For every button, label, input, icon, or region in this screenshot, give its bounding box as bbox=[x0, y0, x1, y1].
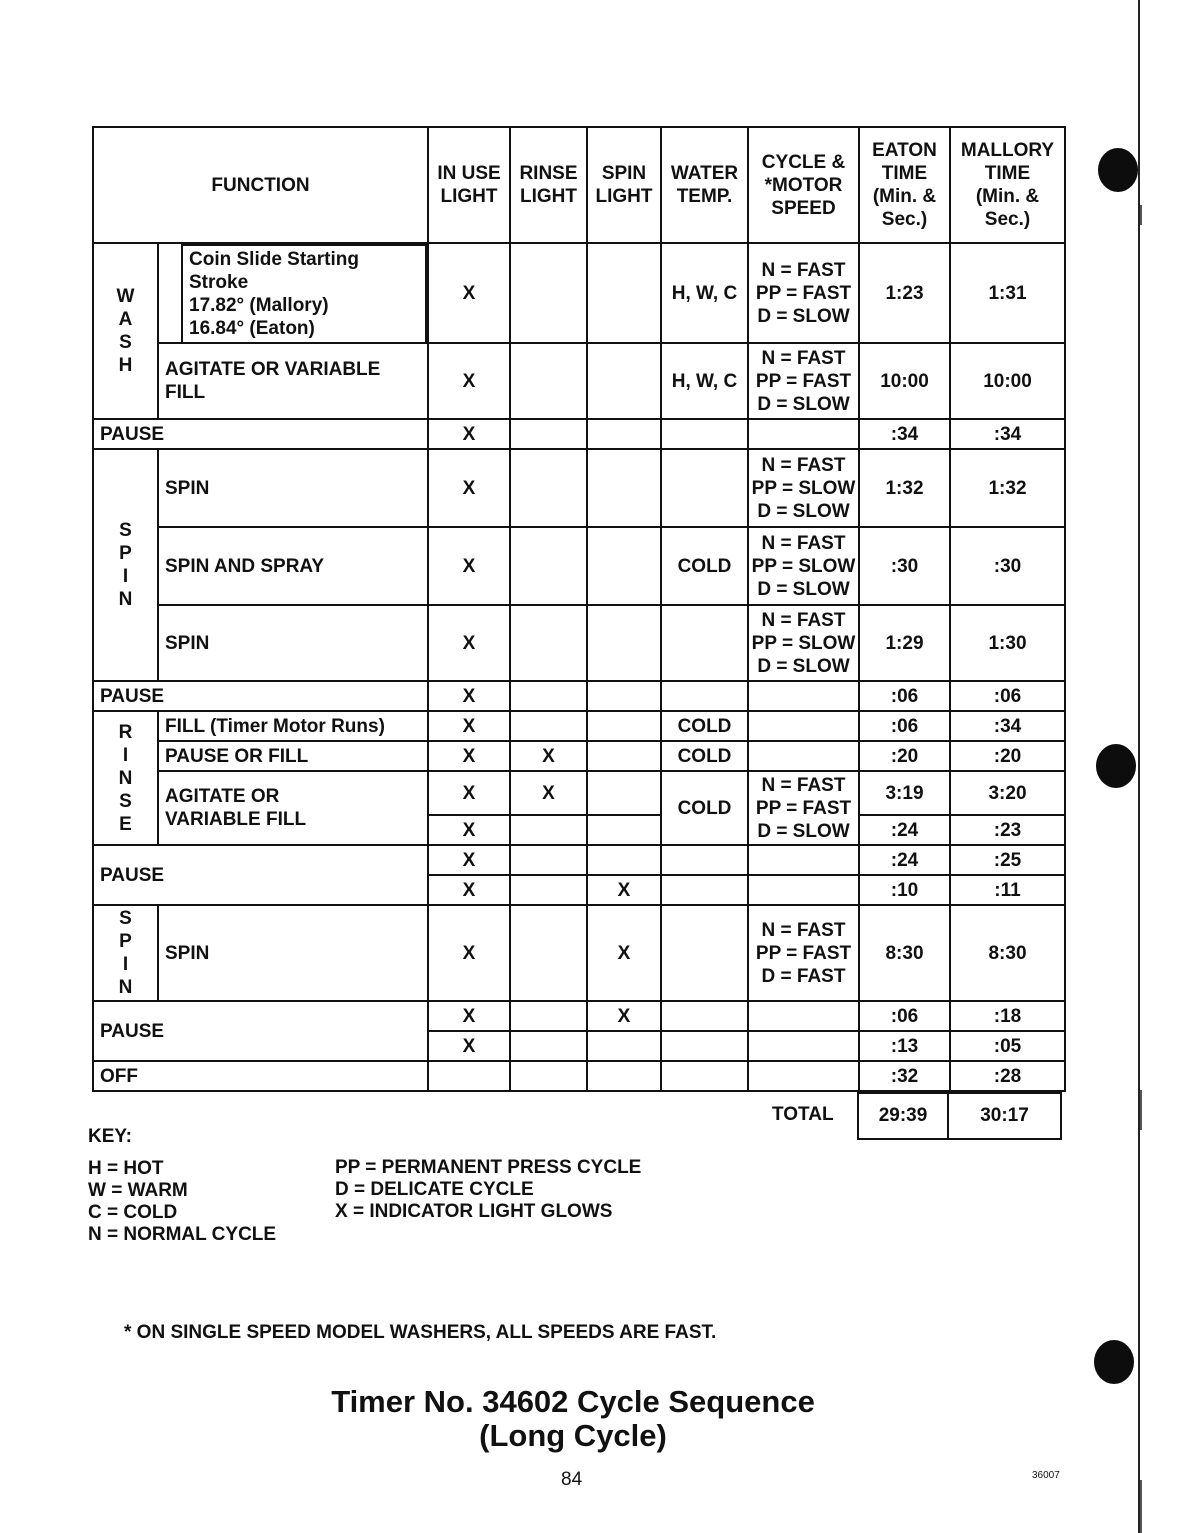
water-cell bbox=[661, 681, 748, 711]
table-row bbox=[93, 711, 1065, 741]
mallory-cell: :06 bbox=[950, 681, 1065, 711]
function-off: OFF bbox=[93, 1061, 428, 1091]
spin-cell bbox=[587, 605, 661, 681]
cycle-cell bbox=[748, 681, 859, 711]
eaton-cell: :34 bbox=[859, 419, 950, 449]
table-row bbox=[93, 1001, 1065, 1031]
spin-cell bbox=[587, 815, 661, 845]
header-mallory-time: MALLORY TIME (Min. & Sec.) bbox=[950, 127, 1065, 243]
rinse-cell: X bbox=[510, 771, 587, 815]
spin-cell: X bbox=[587, 905, 661, 1001]
table-row bbox=[93, 1061, 1065, 1091]
table-row bbox=[93, 343, 1065, 419]
mallory-cell: :05 bbox=[950, 1031, 1065, 1061]
in-use-cell: X bbox=[428, 845, 510, 875]
in-use-cell: X bbox=[428, 815, 510, 845]
key-item: H = HOT bbox=[88, 1158, 164, 1179]
in-use-cell bbox=[428, 1061, 510, 1091]
rinse-cell bbox=[510, 449, 587, 527]
in-use-cell: X bbox=[428, 905, 510, 1001]
coin-slide-box: Coin Slide Starting Stroke 17.82° (Mallory) 16.84° (Eaton) bbox=[181, 244, 427, 342]
table-row bbox=[93, 605, 1065, 681]
page-number: 84 bbox=[561, 1469, 583, 1490]
table-row bbox=[93, 741, 1065, 771]
spin-cell bbox=[587, 527, 661, 605]
key-item: N = NORMAL CYCLE bbox=[88, 1224, 277, 1245]
cycle-sequence-table bbox=[92, 126, 1066, 1092]
table-row bbox=[93, 243, 1065, 343]
binder-edge bbox=[1138, 0, 1140, 1533]
document-number: 36007 bbox=[1032, 1470, 1060, 1481]
cycle-cell: N = FAST PP = FAST D = FAST bbox=[748, 905, 859, 1001]
mallory-cell: 1:32 bbox=[950, 449, 1065, 527]
rinse-cell bbox=[510, 1001, 587, 1031]
in-use-cell: X bbox=[428, 771, 510, 815]
mallory-cell: :18 bbox=[950, 1001, 1065, 1031]
cycle-cell bbox=[748, 711, 859, 741]
cycle-cell: N = FAST PP = SLOW D = SLOW bbox=[748, 527, 859, 605]
total-label: TOTAL bbox=[772, 1104, 834, 1125]
eaton-cell: 8:30 bbox=[859, 905, 950, 1001]
cycle-cell bbox=[748, 741, 859, 771]
water-cell: COLD bbox=[661, 527, 748, 605]
water-cell bbox=[661, 419, 748, 449]
function-fill-timer: FILL (Timer Motor Runs) bbox=[158, 711, 428, 741]
eaton-cell: :06 bbox=[859, 681, 950, 711]
in-use-cell: X bbox=[428, 1031, 510, 1061]
in-use-cell: X bbox=[428, 449, 510, 527]
table-row bbox=[93, 449, 1065, 527]
mallory-cell: 1:30 bbox=[950, 605, 1065, 681]
mallory-cell: :34 bbox=[950, 419, 1065, 449]
spin-cell bbox=[587, 343, 661, 419]
spin-cell bbox=[587, 1061, 661, 1091]
eaton-cell: :20 bbox=[859, 741, 950, 771]
header-row bbox=[93, 127, 1065, 243]
in-use-cell: X bbox=[428, 681, 510, 711]
in-use-cell: X bbox=[428, 741, 510, 771]
function-final-spin: SPIN bbox=[158, 905, 428, 1001]
cycle-cell bbox=[748, 1061, 859, 1091]
spin-cell bbox=[587, 449, 661, 527]
spin-cell bbox=[587, 711, 661, 741]
eaton-cell: :30 bbox=[859, 527, 950, 605]
spin-cell bbox=[587, 419, 661, 449]
eaton-cell: :13 bbox=[859, 1031, 950, 1061]
cycle-cell: N = FAST PP = FAST D = SLOW bbox=[748, 771, 859, 845]
in-use-cell: X bbox=[428, 875, 510, 905]
mallory-cell: 3:20 bbox=[950, 771, 1065, 815]
group-label-wash: W A S H bbox=[93, 243, 158, 419]
mallory-cell: :34 bbox=[950, 711, 1065, 741]
footnote: * ON SINGLE SPEED MODEL WASHERS, ALL SPEEDS ARE FAST. bbox=[124, 1322, 717, 1343]
function-pause: PAUSE bbox=[93, 419, 428, 449]
total-mallory: 30:17 bbox=[947, 1092, 1062, 1140]
function-agitate-fill: AGITATE OR VARIABLE FILL bbox=[158, 343, 428, 419]
water-cell: H, W, C bbox=[661, 343, 748, 419]
in-use-cell: X bbox=[428, 243, 510, 343]
punch-hole bbox=[1094, 1340, 1134, 1384]
eaton-cell: :06 bbox=[859, 1001, 950, 1031]
rinse-cell bbox=[510, 681, 587, 711]
page-subtitle: (Long Cycle) bbox=[479, 1418, 667, 1453]
eaton-cell: 1:29 bbox=[859, 605, 950, 681]
function-spin: SPIN bbox=[158, 449, 428, 527]
table-row bbox=[93, 419, 1065, 449]
function-spin: SPIN bbox=[158, 605, 428, 681]
water-cell: H, W, C bbox=[661, 243, 748, 343]
spin-cell bbox=[587, 741, 661, 771]
edge-mark bbox=[1140, 1090, 1142, 1130]
water-cell bbox=[661, 875, 748, 905]
in-use-cell: X bbox=[428, 527, 510, 605]
function-spin-and-spray: SPIN AND SPRAY bbox=[158, 527, 428, 605]
in-use-cell: X bbox=[428, 1001, 510, 1031]
in-use-cell: X bbox=[428, 343, 510, 419]
edge-mark bbox=[1140, 1480, 1142, 1533]
spin-cell bbox=[587, 771, 661, 815]
cycle-cell: N = FAST PP = SLOW D = SLOW bbox=[748, 605, 859, 681]
eaton-cell: 1:23 bbox=[859, 243, 950, 343]
mallory-cell: :28 bbox=[950, 1061, 1065, 1091]
eaton-cell: :06 bbox=[859, 711, 950, 741]
eaton-cell: 10:00 bbox=[859, 343, 950, 419]
eaton-cell: 1:32 bbox=[859, 449, 950, 527]
cycle-cell: N = FAST PP = SLOW D = SLOW bbox=[748, 449, 859, 527]
water-cell bbox=[661, 1001, 748, 1031]
mallory-cell: 1:31 bbox=[950, 243, 1065, 343]
total-eaton: 29:39 bbox=[857, 1092, 949, 1140]
punch-hole bbox=[1098, 148, 1138, 192]
water-cell bbox=[661, 605, 748, 681]
cycle-cell bbox=[748, 875, 859, 905]
mallory-cell: :25 bbox=[950, 845, 1065, 875]
key-item: D = DELICATE CYCLE bbox=[335, 1179, 534, 1200]
mallory-cell: :23 bbox=[950, 815, 1065, 845]
water-cell bbox=[661, 1061, 748, 1091]
function-pause-or-fill: PAUSE OR FILL bbox=[158, 741, 428, 771]
header-function: FUNCTION bbox=[93, 127, 428, 243]
water-cell bbox=[661, 845, 748, 875]
cycle-cell: N = FAST PP = FAST D = SLOW bbox=[748, 343, 859, 419]
eaton-cell: :32 bbox=[859, 1061, 950, 1091]
rinse-cell: X bbox=[510, 741, 587, 771]
rinse-cell bbox=[510, 605, 587, 681]
group-label-final-spin: S P I N bbox=[93, 905, 158, 1001]
rinse-cell bbox=[510, 815, 587, 845]
mallory-cell: :20 bbox=[950, 741, 1065, 771]
water-cell bbox=[661, 905, 748, 1001]
rinse-cell bbox=[510, 905, 587, 1001]
cycle-cell bbox=[748, 1031, 859, 1061]
in-use-cell: X bbox=[428, 711, 510, 741]
rinse-cell bbox=[510, 875, 587, 905]
function-coin-slide bbox=[158, 243, 428, 343]
key-item: W = WARM bbox=[88, 1180, 188, 1201]
header-in-use-light: IN USE LIGHT bbox=[428, 127, 510, 243]
function-agitate-variable-fill: AGITATE OR VARIABLE FILL bbox=[158, 771, 428, 845]
spin-cell bbox=[587, 681, 661, 711]
eaton-cell: :10 bbox=[859, 875, 950, 905]
water-cell: COLD bbox=[661, 741, 748, 771]
mallory-cell: 10:00 bbox=[950, 343, 1065, 419]
cycle-cell: N = FAST PP = FAST D = SLOW bbox=[748, 243, 859, 343]
header-water-temp: WATER TEMP. bbox=[661, 127, 748, 243]
spin-cell: X bbox=[587, 875, 661, 905]
mallory-cell: :11 bbox=[950, 875, 1065, 905]
water-cell bbox=[661, 1031, 748, 1061]
rinse-cell bbox=[510, 1031, 587, 1061]
table-row bbox=[93, 681, 1065, 711]
mallory-cell: :30 bbox=[950, 527, 1065, 605]
water-cell: COLD bbox=[661, 711, 748, 741]
key-item: X = INDICATOR LIGHT GLOWS bbox=[335, 1201, 613, 1222]
eaton-cell: 3:19 bbox=[859, 771, 950, 815]
group-label-rinse: R I N S E bbox=[93, 711, 158, 845]
in-use-cell: X bbox=[428, 605, 510, 681]
rinse-cell bbox=[510, 243, 587, 343]
function-pause: PAUSE bbox=[93, 845, 428, 905]
spin-cell: X bbox=[587, 1001, 661, 1031]
rinse-cell bbox=[510, 1061, 587, 1091]
spin-cell bbox=[587, 243, 661, 343]
spin-cell bbox=[587, 845, 661, 875]
rinse-cell bbox=[510, 845, 587, 875]
key-item: C = COLD bbox=[88, 1202, 178, 1223]
function-pause: PAUSE bbox=[93, 1001, 428, 1061]
table-row bbox=[93, 771, 1065, 815]
edge-mark bbox=[1140, 205, 1142, 225]
group-label-spin: S P I N bbox=[93, 449, 158, 681]
water-cell bbox=[661, 449, 748, 527]
in-use-cell: X bbox=[428, 419, 510, 449]
cycle-cell bbox=[748, 419, 859, 449]
eaton-cell: :24 bbox=[859, 845, 950, 875]
punch-hole bbox=[1096, 744, 1136, 788]
header-cycle-speed: CYCLE & *MOTOR SPEED bbox=[748, 127, 859, 243]
key-item: PP = PERMANENT PRESS CYCLE bbox=[335, 1157, 642, 1178]
header-spin-light: SPIN LIGHT bbox=[587, 127, 661, 243]
header-eaton-time: EATON TIME (Min. & Sec.) bbox=[859, 127, 950, 243]
cycle-cell bbox=[748, 1001, 859, 1031]
key-title: KEY: bbox=[88, 1126, 132, 1147]
spin-cell bbox=[587, 1031, 661, 1061]
table-row bbox=[93, 527, 1065, 605]
rinse-cell bbox=[510, 527, 587, 605]
table-row bbox=[93, 905, 1065, 1001]
water-cell: COLD bbox=[661, 771, 748, 845]
table-row bbox=[93, 845, 1065, 875]
page-title: Timer No. 34602 Cycle Sequence bbox=[331, 1384, 815, 1419]
rinse-cell bbox=[510, 343, 587, 419]
rinse-cell bbox=[510, 711, 587, 741]
eaton-cell: :24 bbox=[859, 815, 950, 845]
header-rinse-light: RINSE LIGHT bbox=[510, 127, 587, 243]
mallory-cell: 8:30 bbox=[950, 905, 1065, 1001]
cycle-cell bbox=[748, 845, 859, 875]
function-pause: PAUSE bbox=[93, 681, 428, 711]
rinse-cell bbox=[510, 419, 587, 449]
